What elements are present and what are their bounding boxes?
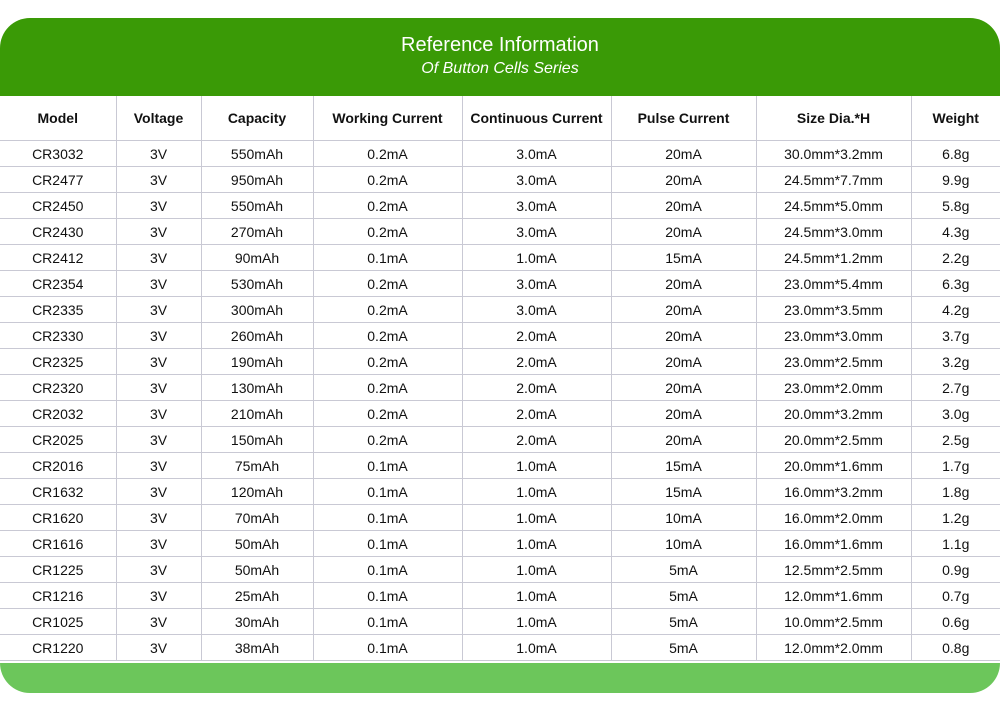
table-cell: 10.0mm*2.5mm: [756, 609, 911, 635]
header-banner: [0, 18, 1000, 96]
table-cell: CR2016: [0, 453, 116, 479]
table-cell: 550mAh: [201, 141, 313, 167]
table-cell: CR2412: [0, 245, 116, 271]
table-cell: 16.0mm*3.2mm: [756, 479, 911, 505]
table-cell: 0.2mA: [313, 141, 462, 167]
table-cell: CR1025: [0, 609, 116, 635]
table-cell: 20.0mm*2.5mm: [756, 427, 911, 453]
table-cell: 20.0mm*1.6mm: [756, 453, 911, 479]
table-row: [0, 557, 1000, 583]
table-row: [0, 349, 1000, 375]
reference-card: [0, 18, 1000, 693]
table-cell: CR1220: [0, 635, 116, 661]
table-cell: 0.2mA: [313, 297, 462, 323]
table-cell: 0.2mA: [313, 167, 462, 193]
column-header: Weight: [911, 96, 1000, 141]
table-cell: 0.1mA: [313, 245, 462, 271]
table-cell: 25mAh: [201, 583, 313, 609]
table-cell: 5mA: [611, 635, 756, 661]
table-cell: 24.5mm*7.7mm: [756, 167, 911, 193]
table-cell: CR3032: [0, 141, 116, 167]
table-cell: 0.2mA: [313, 401, 462, 427]
table-cell: CR2320: [0, 375, 116, 401]
table-row: [0, 219, 1000, 245]
table-row: [0, 635, 1000, 661]
table-cell: 2.7g: [911, 375, 1000, 401]
table-cell: 0.6g: [911, 609, 1000, 635]
table-cell: 1.0mA: [462, 505, 611, 531]
table-cell: 2.0mA: [462, 375, 611, 401]
table-cell: 2.2g: [911, 245, 1000, 271]
table-cell: 38mAh: [201, 635, 313, 661]
table-cell: 10mA: [611, 531, 756, 557]
column-header: Continuous Current: [462, 96, 611, 141]
table-cell: 1.0mA: [462, 531, 611, 557]
table-cell: 16.0mm*1.6mm: [756, 531, 911, 557]
table-cell: 950mAh: [201, 167, 313, 193]
table-row: [0, 271, 1000, 297]
table-row: [0, 167, 1000, 193]
table-cell: CR2335: [0, 297, 116, 323]
table-cell: 1.1g: [911, 531, 1000, 557]
table-cell: 1.0mA: [462, 635, 611, 661]
table-cell: 0.1mA: [313, 635, 462, 661]
table-row: [0, 141, 1000, 167]
table-cell: 130mAh: [201, 375, 313, 401]
table-cell: 75mAh: [201, 453, 313, 479]
table-cell: 3.2g: [911, 349, 1000, 375]
table-cell: 3V: [116, 323, 201, 349]
table-cell: 2.0mA: [462, 323, 611, 349]
table-cell: 530mAh: [201, 271, 313, 297]
table-cell: 190mAh: [201, 349, 313, 375]
table-cell: 0.1mA: [313, 505, 462, 531]
column-header: Pulse Current: [611, 96, 756, 141]
table-cell: CR1616: [0, 531, 116, 557]
table-cell: 0.1mA: [313, 609, 462, 635]
table-cell: 3.0mA: [462, 297, 611, 323]
table-cell: 3V: [116, 609, 201, 635]
table-cell: 30.0mm*3.2mm: [756, 141, 911, 167]
page-subtitle: Of Button Cells Series: [421, 60, 579, 77]
table-cell: 20mA: [611, 141, 756, 167]
table-cell: CR2032: [0, 401, 116, 427]
column-header: Voltage: [116, 96, 201, 141]
table-cell: 3V: [116, 505, 201, 531]
table-row: [0, 453, 1000, 479]
table-cell: 3V: [116, 375, 201, 401]
table-cell: 3.0mA: [462, 193, 611, 219]
table-cell: 3V: [116, 427, 201, 453]
table-cell: 15mA: [611, 245, 756, 271]
table-cell: 550mAh: [201, 193, 313, 219]
table-cell: 9.9g: [911, 167, 1000, 193]
table-row: [0, 401, 1000, 427]
table-cell: 5mA: [611, 557, 756, 583]
footer-bar: [0, 663, 1000, 693]
table-cell: 3.7g: [911, 323, 1000, 349]
table-cell: 90mAh: [201, 245, 313, 271]
table-cell: 2.5g: [911, 427, 1000, 453]
table-cell: 30mAh: [201, 609, 313, 635]
table-cell: 270mAh: [201, 219, 313, 245]
table-cell: 20mA: [611, 349, 756, 375]
table-cell: 70mAh: [201, 505, 313, 531]
table-cell: 50mAh: [201, 557, 313, 583]
table-cell: 3V: [116, 583, 201, 609]
table-row: [0, 505, 1000, 531]
table-cell: 150mAh: [201, 427, 313, 453]
table-cell: 3V: [116, 245, 201, 271]
table-cell: 0.1mA: [313, 557, 462, 583]
column-header: Capacity: [201, 96, 313, 141]
table-cell: 1.0mA: [462, 557, 611, 583]
table-cell: CR2430: [0, 219, 116, 245]
table-cell: 50mAh: [201, 531, 313, 557]
table-cell: 3V: [116, 193, 201, 219]
table-cell: 3.0mA: [462, 219, 611, 245]
table-cell: 3V: [116, 167, 201, 193]
table-cell: 20mA: [611, 167, 756, 193]
table-cell: 23.0mm*2.0mm: [756, 375, 911, 401]
table-cell: 20mA: [611, 193, 756, 219]
table-cell: 0.2mA: [313, 427, 462, 453]
table-cell: 20mA: [611, 427, 756, 453]
table-cell: 6.3g: [911, 271, 1000, 297]
table-cell: 3V: [116, 219, 201, 245]
table-row: [0, 193, 1000, 219]
table-cell: CR2330: [0, 323, 116, 349]
table-cell: 1.8g: [911, 479, 1000, 505]
table-cell: 24.5mm*1.2mm: [756, 245, 911, 271]
table-cell: 300mAh: [201, 297, 313, 323]
table-cell: 3V: [116, 401, 201, 427]
table-cell: 0.1mA: [313, 479, 462, 505]
table-cell: 1.0mA: [462, 609, 611, 635]
table-cell: 1.7g: [911, 453, 1000, 479]
table-cell: 260mAh: [201, 323, 313, 349]
column-header: Working Current: [313, 96, 462, 141]
table-cell: CR1225: [0, 557, 116, 583]
table-row: [0, 427, 1000, 453]
table-cell: 3.0mA: [462, 271, 611, 297]
column-header: Model: [0, 96, 116, 141]
table-cell: 0.9g: [911, 557, 1000, 583]
table-cell: 15mA: [611, 479, 756, 505]
table-cell: 4.3g: [911, 219, 1000, 245]
table-cell: 5.8g: [911, 193, 1000, 219]
table-cell: 23.0mm*3.5mm: [756, 297, 911, 323]
table-cell: 23.0mm*2.5mm: [756, 349, 911, 375]
table-cell: 3V: [116, 271, 201, 297]
table-cell: 3V: [116, 297, 201, 323]
table-cell: 3V: [116, 349, 201, 375]
table-cell: 5mA: [611, 609, 756, 635]
table-cell: 3V: [116, 479, 201, 505]
table-cell: 20mA: [611, 297, 756, 323]
table-cell: CR2450: [0, 193, 116, 219]
table-cell: 3V: [116, 531, 201, 557]
table-cell: 12.0mm*2.0mm: [756, 635, 911, 661]
table-cell: CR2354: [0, 271, 116, 297]
table-cell: 20.0mm*3.2mm: [756, 401, 911, 427]
table-row: [0, 583, 1000, 609]
table-cell: 10mA: [611, 505, 756, 531]
table-cell: 15mA: [611, 453, 756, 479]
table-row: [0, 479, 1000, 505]
table-row: [0, 609, 1000, 635]
table-cell: 3.0g: [911, 401, 1000, 427]
table-cell: 20mA: [611, 219, 756, 245]
table-cell: CR1620: [0, 505, 116, 531]
table-cell: 120mAh: [201, 479, 313, 505]
table-cell: 210mAh: [201, 401, 313, 427]
table-row: [0, 245, 1000, 271]
table-row: [0, 297, 1000, 323]
table-cell: 0.1mA: [313, 453, 462, 479]
table-cell: 3V: [116, 141, 201, 167]
table-cell: 3.0mA: [462, 141, 611, 167]
table-cell: CR1216: [0, 583, 116, 609]
table-cell: 23.0mm*3.0mm: [756, 323, 911, 349]
table-cell: 20mA: [611, 401, 756, 427]
table-cell: 0.1mA: [313, 531, 462, 557]
table-cell: 23.0mm*5.4mm: [756, 271, 911, 297]
table-cell: 2.0mA: [462, 427, 611, 453]
table-cell: 1.0mA: [462, 583, 611, 609]
table-cell: 4.2g: [911, 297, 1000, 323]
table-cell: 16.0mm*2.0mm: [756, 505, 911, 531]
table-cell: CR2325: [0, 349, 116, 375]
specs-table: [0, 96, 1000, 661]
table-cell: 1.0mA: [462, 453, 611, 479]
table-cell: CR2025: [0, 427, 116, 453]
table-cell: 20mA: [611, 375, 756, 401]
table-cell: CR1632: [0, 479, 116, 505]
column-header: Size Dia.*H: [756, 96, 911, 141]
table-header-row: [0, 96, 1000, 141]
table-cell: 0.2mA: [313, 219, 462, 245]
table-cell: 6.8g: [911, 141, 1000, 167]
table-cell: 24.5mm*5.0mm: [756, 193, 911, 219]
table-cell: 3V: [116, 453, 201, 479]
table-cell: 3.0mA: [462, 167, 611, 193]
table-cell: 12.0mm*1.6mm: [756, 583, 911, 609]
table-row: [0, 531, 1000, 557]
table-cell: 0.2mA: [313, 375, 462, 401]
page-title: Reference Information: [401, 34, 599, 56]
table-cell: 24.5mm*3.0mm: [756, 219, 911, 245]
table-cell: 3V: [116, 635, 201, 661]
table-cell: 2.0mA: [462, 401, 611, 427]
table-cell: 0.8g: [911, 635, 1000, 661]
table-cell: 1.2g: [911, 505, 1000, 531]
table-row: [0, 375, 1000, 401]
table-cell: 0.2mA: [313, 193, 462, 219]
table-cell: 20mA: [611, 271, 756, 297]
table-cell: 20mA: [611, 323, 756, 349]
table-cell: 0.7g: [911, 583, 1000, 609]
table-cell: 0.1mA: [313, 583, 462, 609]
table-cell: 12.5mm*2.5mm: [756, 557, 911, 583]
table-cell: 2.0mA: [462, 349, 611, 375]
table-cell: 1.0mA: [462, 245, 611, 271]
table-row: [0, 323, 1000, 349]
table-cell: 0.2mA: [313, 323, 462, 349]
table-cell: 0.2mA: [313, 271, 462, 297]
table-cell: 1.0mA: [462, 479, 611, 505]
table-cell: CR2477: [0, 167, 116, 193]
table-cell: 0.2mA: [313, 349, 462, 375]
table-cell: 3V: [116, 557, 201, 583]
table-cell: 5mA: [611, 583, 756, 609]
table-body: [0, 141, 1000, 661]
